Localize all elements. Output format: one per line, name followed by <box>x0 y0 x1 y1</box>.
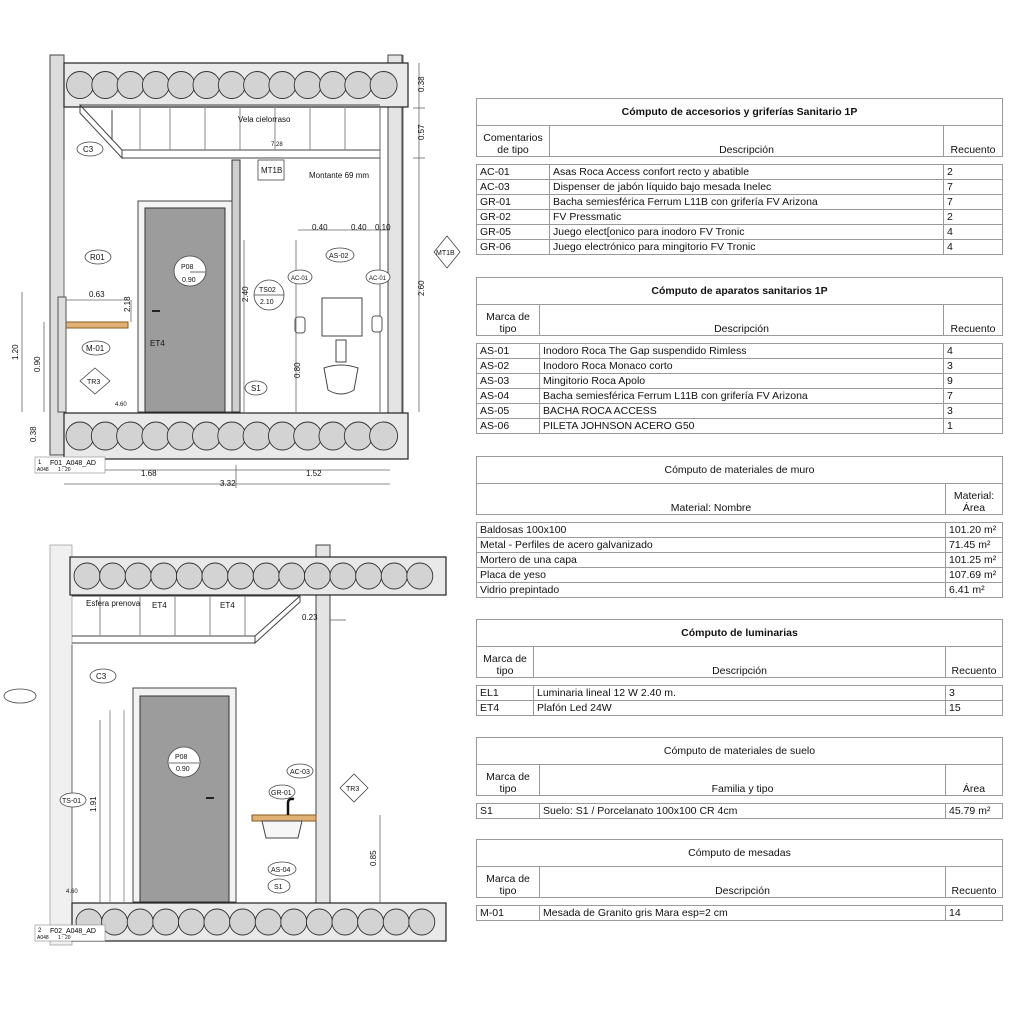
table-cell: 2 <box>944 210 1003 225</box>
table-cell: AS-06 <box>477 419 540 434</box>
schedule-title: Cómputo de materiales de suelo <box>477 738 1003 765</box>
col-header: Descripción <box>534 647 946 678</box>
slab-circle <box>345 72 372 99</box>
slab-circle <box>127 909 153 935</box>
table-cell: AS-05 <box>477 404 540 419</box>
dim-460: 4.60 <box>115 402 127 408</box>
table-cell: 1 <box>944 419 1003 434</box>
dim-120: 1.20 <box>11 344 20 360</box>
col-header: Recuento <box>944 305 1003 336</box>
tag-r01: R01 <box>90 253 105 262</box>
slab-circle <box>332 909 358 935</box>
col-header: Familia y tipo <box>540 765 946 796</box>
label-montante: Montante 69 mm <box>309 171 370 180</box>
schedule-luminarias <box>476 619 1003 716</box>
table-cell: 4 <box>944 240 1003 255</box>
slab-circle <box>294 72 321 99</box>
tag-ts01: TS-01 <box>62 798 82 805</box>
sheet-num-bottom: 2 <box>38 928 42 934</box>
col-header: Recuento <box>946 647 1003 678</box>
table-row <box>477 553 1003 568</box>
slab-circle <box>176 563 202 589</box>
slab-circle <box>218 422 246 450</box>
table-cell: 7 <box>944 180 1003 195</box>
dim-332: 3.32 <box>220 479 236 488</box>
table-row <box>477 195 1003 210</box>
slab-circle <box>100 563 126 589</box>
table-cell: 45.79 m² <box>946 804 1003 819</box>
table-cell: Vidrio prepintado <box>477 583 946 598</box>
table-cell: Inodoro Roca The Gap suspendido Rimless <box>540 344 944 359</box>
dim-090: 0.90 <box>33 356 42 372</box>
slab-circle <box>142 72 169 99</box>
table-cell: AS-01 <box>477 344 540 359</box>
dim-063: 0.63 <box>89 290 105 299</box>
col-header: Recuento <box>944 126 1003 157</box>
slab-circle <box>255 909 281 935</box>
table-cell: 7 <box>944 195 1003 210</box>
table-cell: Suelo: S1 / Porcelanato 100x100 CR 4cm <box>540 804 946 819</box>
table-row <box>477 180 1003 195</box>
dim-728: 7.28 <box>271 142 283 148</box>
slab-circle <box>306 909 332 935</box>
table-cell: Inodoro Roca Monaco corto <box>540 359 944 374</box>
table-cell: Bacha semiesférica Ferrum L11B con grifería FV Arizona <box>540 389 944 404</box>
table-cell: FV Pressmatic <box>550 210 944 225</box>
schedule-rows <box>477 344 1003 434</box>
table-cell: Mortero de una capa <box>477 553 946 568</box>
table-cell: 9 <box>944 374 1003 389</box>
table-row <box>477 389 1003 404</box>
table-cell: Baldosas 100x100 <box>477 523 946 538</box>
table-cell: PILETA JOHNSON ACERO G50 <box>540 419 944 434</box>
dim-038-top: 0.38 <box>417 76 426 92</box>
tag-ac01-a: AC-01 <box>291 276 309 282</box>
col-header: Marca de tipo <box>477 647 534 678</box>
tag-tr3: TR3 <box>87 379 101 386</box>
dim-460-b: 4.60 <box>66 889 78 895</box>
tag-as02: AS-02 <box>329 253 349 260</box>
slab-circle <box>228 563 254 589</box>
sheet-num-top: 1 <box>38 460 42 466</box>
col-header: Descripción <box>550 126 944 157</box>
slab-circle <box>319 422 347 450</box>
col-header: Descripción <box>540 305 944 336</box>
table-row <box>477 686 1003 701</box>
schedule-title: Cómputo de aparatos sanitarios 1P <box>477 278 1003 305</box>
schedule-rows <box>477 686 1003 716</box>
slab-circle <box>243 422 271 450</box>
table-cell: 3 <box>944 404 1003 419</box>
slab-circle <box>320 72 347 99</box>
tag-p08-size-b: 0.90 <box>176 766 190 773</box>
sheet-ref-top: F01_A048_AD <box>50 460 96 467</box>
slab-circle <box>230 909 256 935</box>
slab-circle <box>66 422 94 450</box>
slab-circle <box>117 72 144 99</box>
table-cell: ET4 <box>477 701 534 716</box>
slab-circle <box>142 422 170 450</box>
col-header: Descripción <box>540 867 946 898</box>
table-cell: 7 <box>944 389 1003 404</box>
table-cell: GR-06 <box>477 240 550 255</box>
col-header: Área <box>946 765 1003 796</box>
table-cell: Luminaria lineal 12 W 2.40 m. <box>534 686 946 701</box>
tag-as04: AS-04 <box>271 867 291 874</box>
table-row <box>477 701 1003 716</box>
tag-c3-b: C3 <box>96 672 107 681</box>
col-header: Material: Nombre <box>477 484 946 515</box>
table-cell: Juego electrónico para mingitorio FV Tronic <box>550 240 944 255</box>
dim-168: 1.68 <box>141 469 157 478</box>
slab-circle <box>383 909 409 935</box>
table-row <box>477 374 1003 389</box>
slab-circle <box>92 72 119 99</box>
table-cell: GR-05 <box>477 225 550 240</box>
dim-057: 0.57 <box>417 124 426 140</box>
dim-218: 2.18 <box>123 296 132 312</box>
table-cell: AS-03 <box>477 374 540 389</box>
tag-tr3-b: TR3 <box>346 786 360 793</box>
table-row <box>477 240 1003 255</box>
slab-circle <box>381 563 407 589</box>
table-cell: AC-01 <box>477 165 550 180</box>
slab-circle <box>344 422 372 450</box>
sheet-code-bottom: A048 <box>37 935 49 941</box>
schedule-rows <box>477 523 1003 598</box>
table-cell: M-01 <box>477 906 540 921</box>
tag-et4-b: ET4 <box>220 601 235 610</box>
slab-circle <box>167 422 195 450</box>
schedule-title: Cómputo de accesorios y griferías Sanitario 1P <box>477 99 1003 126</box>
slab-circle <box>269 72 296 99</box>
dim-010: 0.10 <box>375 223 391 232</box>
tag-ts02: TS02 <box>259 287 276 294</box>
slab-circle <box>268 422 296 450</box>
schedule-title: Cómputo de mesadas <box>477 840 1003 867</box>
table-row <box>477 165 1003 180</box>
table-row <box>477 359 1003 374</box>
schedule-suelo <box>476 737 1003 819</box>
table-cell: 101.25 m² <box>946 553 1003 568</box>
tag-ac03: AC-03 <box>290 769 310 776</box>
table-row <box>477 210 1003 225</box>
slab-circle <box>294 422 322 450</box>
col-header: Material: Área <box>946 484 1003 515</box>
table-cell: Bacha semiesférica Ferrum L11B con grifería FV Arizona <box>550 195 944 210</box>
table-cell: 101.20 m² <box>946 523 1003 538</box>
table-cell: GR-01 <box>477 195 550 210</box>
table-cell: Placa de yeso <box>477 568 946 583</box>
slab-circle <box>407 563 433 589</box>
slab-circles-bottom <box>66 422 398 450</box>
table-cell: EL1 <box>477 686 534 701</box>
col-header: Marca de tipo <box>477 765 540 796</box>
sheet-scale-bottom: 1 : 20 <box>58 935 71 941</box>
slab-circle <box>153 909 179 935</box>
slab-circle <box>193 422 221 450</box>
slab-circle <box>253 563 279 589</box>
dim-080: 0.80 <box>293 362 302 378</box>
col-header: Marca de tipo <box>477 305 540 336</box>
schedule-muro <box>476 456 1003 598</box>
slab-circle <box>218 72 245 99</box>
slab-circle <box>370 72 397 99</box>
slab-circle <box>91 422 119 450</box>
tag-mt1b-b: MT1B <box>436 250 455 257</box>
dim-240: 2.40 <box>241 286 250 302</box>
table-cell: Mingitorio Roca Apolo <box>540 374 944 389</box>
table-cell: GR-02 <box>477 210 550 225</box>
sheet-scale-top: 1 : 20 <box>58 467 71 473</box>
schedule-rows <box>477 165 1003 255</box>
tag-ac01-b: AC-01 <box>369 276 387 282</box>
tag-p08-size: 0.90 <box>182 277 196 284</box>
slab-circle <box>193 72 220 99</box>
dim-085: 0.85 <box>369 850 378 866</box>
table-cell: Metal - Perfiles de acero galvanizado <box>477 538 946 553</box>
slab-circle <box>204 909 230 935</box>
dim-038-bottom: 0.38 <box>29 426 38 442</box>
label-esfera: Esfera prenova <box>86 599 141 608</box>
table-cell: 6.41 m² <box>946 583 1003 598</box>
dim-040-a: 0.40 <box>312 223 328 232</box>
label-vela-cielorraso: Vela cielorraso <box>238 115 291 124</box>
table-row <box>477 419 1003 434</box>
tag-c3: C3 <box>83 145 94 154</box>
slab-circle <box>67 72 94 99</box>
slab-circle <box>356 563 382 589</box>
tag-p08: P08 <box>181 264 194 271</box>
slab-circle <box>279 563 305 589</box>
table-row <box>477 344 1003 359</box>
table-cell: BACHA ROCA ACCESS <box>540 404 944 419</box>
table-cell: Asas Roca Access confort recto y abatible <box>550 165 944 180</box>
tag-et4: ET4 <box>150 339 165 348</box>
table-row <box>477 225 1003 240</box>
dim-152: 1.52 <box>306 469 322 478</box>
col-header: Marca de tipo <box>477 867 540 898</box>
table-row <box>477 568 1003 583</box>
slab-circle <box>168 72 195 99</box>
schedule-accesorios <box>476 98 1003 255</box>
slab-circle <box>178 909 204 935</box>
tag-m01: M-01 <box>86 344 105 353</box>
table-cell: Plafón Led 24W <box>534 701 946 716</box>
table-cell: 4 <box>944 344 1003 359</box>
slab-circle <box>117 422 145 450</box>
table-cell: Dispenser de jabón líquido bajo mesada Inelec <box>550 180 944 195</box>
slab-circle <box>281 909 307 935</box>
dim-260: 2.60 <box>417 280 426 296</box>
table-row <box>477 906 1003 921</box>
dim-191: 1.91 <box>89 796 98 812</box>
schedule-rows <box>477 804 1003 819</box>
slab-circle <box>370 422 398 450</box>
schedule-rows <box>477 906 1003 921</box>
schedule-title: Cómputo de materiales de muro <box>477 457 1003 484</box>
sheet-ref-bottom: F02_A048_AD <box>50 928 96 935</box>
table-row <box>477 404 1003 419</box>
tag-mt1b-a: MT1B <box>261 166 283 175</box>
dim-023: 0.23 <box>302 613 318 622</box>
col-header: Recuento <box>946 867 1003 898</box>
elevation-bottom <box>4 545 446 945</box>
table-cell: 107.69 m² <box>946 568 1003 583</box>
table-cell: 3 <box>946 686 1003 701</box>
table-row <box>477 583 1003 598</box>
slab-circle <box>409 909 435 935</box>
table-row <box>477 538 1003 553</box>
dim-040-b: 0.40 <box>351 223 367 232</box>
table-cell: AC-03 <box>477 180 550 195</box>
slab-circle <box>358 909 384 935</box>
table-cell: S1 <box>477 804 540 819</box>
table-cell: 15 <box>946 701 1003 716</box>
table-cell: 4 <box>944 225 1003 240</box>
tag-p08-b: P08 <box>175 754 188 761</box>
schedule-mesadas <box>476 839 1003 921</box>
table-cell: 14 <box>946 906 1003 921</box>
slab-circle <box>304 563 330 589</box>
table-cell: Juego elect[onico para inodoro FV Tronic <box>550 225 944 240</box>
slab-circle <box>125 563 151 589</box>
tag-ts02-h: 2.10 <box>260 299 274 306</box>
table-cell: AS-04 <box>477 389 540 404</box>
tag-gr01: GR-01 <box>271 790 292 797</box>
table-cell: Mesada de Granito gris Mara esp=2 cm <box>540 906 946 921</box>
elevation-top <box>11 55 460 488</box>
slab-circle <box>74 563 100 589</box>
slab-circle <box>202 563 228 589</box>
table-row <box>477 523 1003 538</box>
slab-circle <box>244 72 271 99</box>
slab-circle <box>151 563 177 589</box>
table-cell: 2 <box>944 165 1003 180</box>
table-cell: AS-02 <box>477 359 540 374</box>
tag-s1-b: S1 <box>274 884 283 891</box>
slab-circle <box>330 563 356 589</box>
schedule-aparatos <box>476 277 1003 434</box>
sheet-code-top: A048 <box>37 467 49 473</box>
slab-circle <box>102 909 128 935</box>
col-header: Comentarios de tipo <box>477 126 550 157</box>
tag-s1: S1 <box>251 384 261 393</box>
schedule-title: Cómputo de luminarias <box>477 620 1003 647</box>
tag-et4-a: ET4 <box>152 601 167 610</box>
table-row <box>477 804 1003 819</box>
table-cell: 71.45 m² <box>946 538 1003 553</box>
table-cell: 3 <box>944 359 1003 374</box>
